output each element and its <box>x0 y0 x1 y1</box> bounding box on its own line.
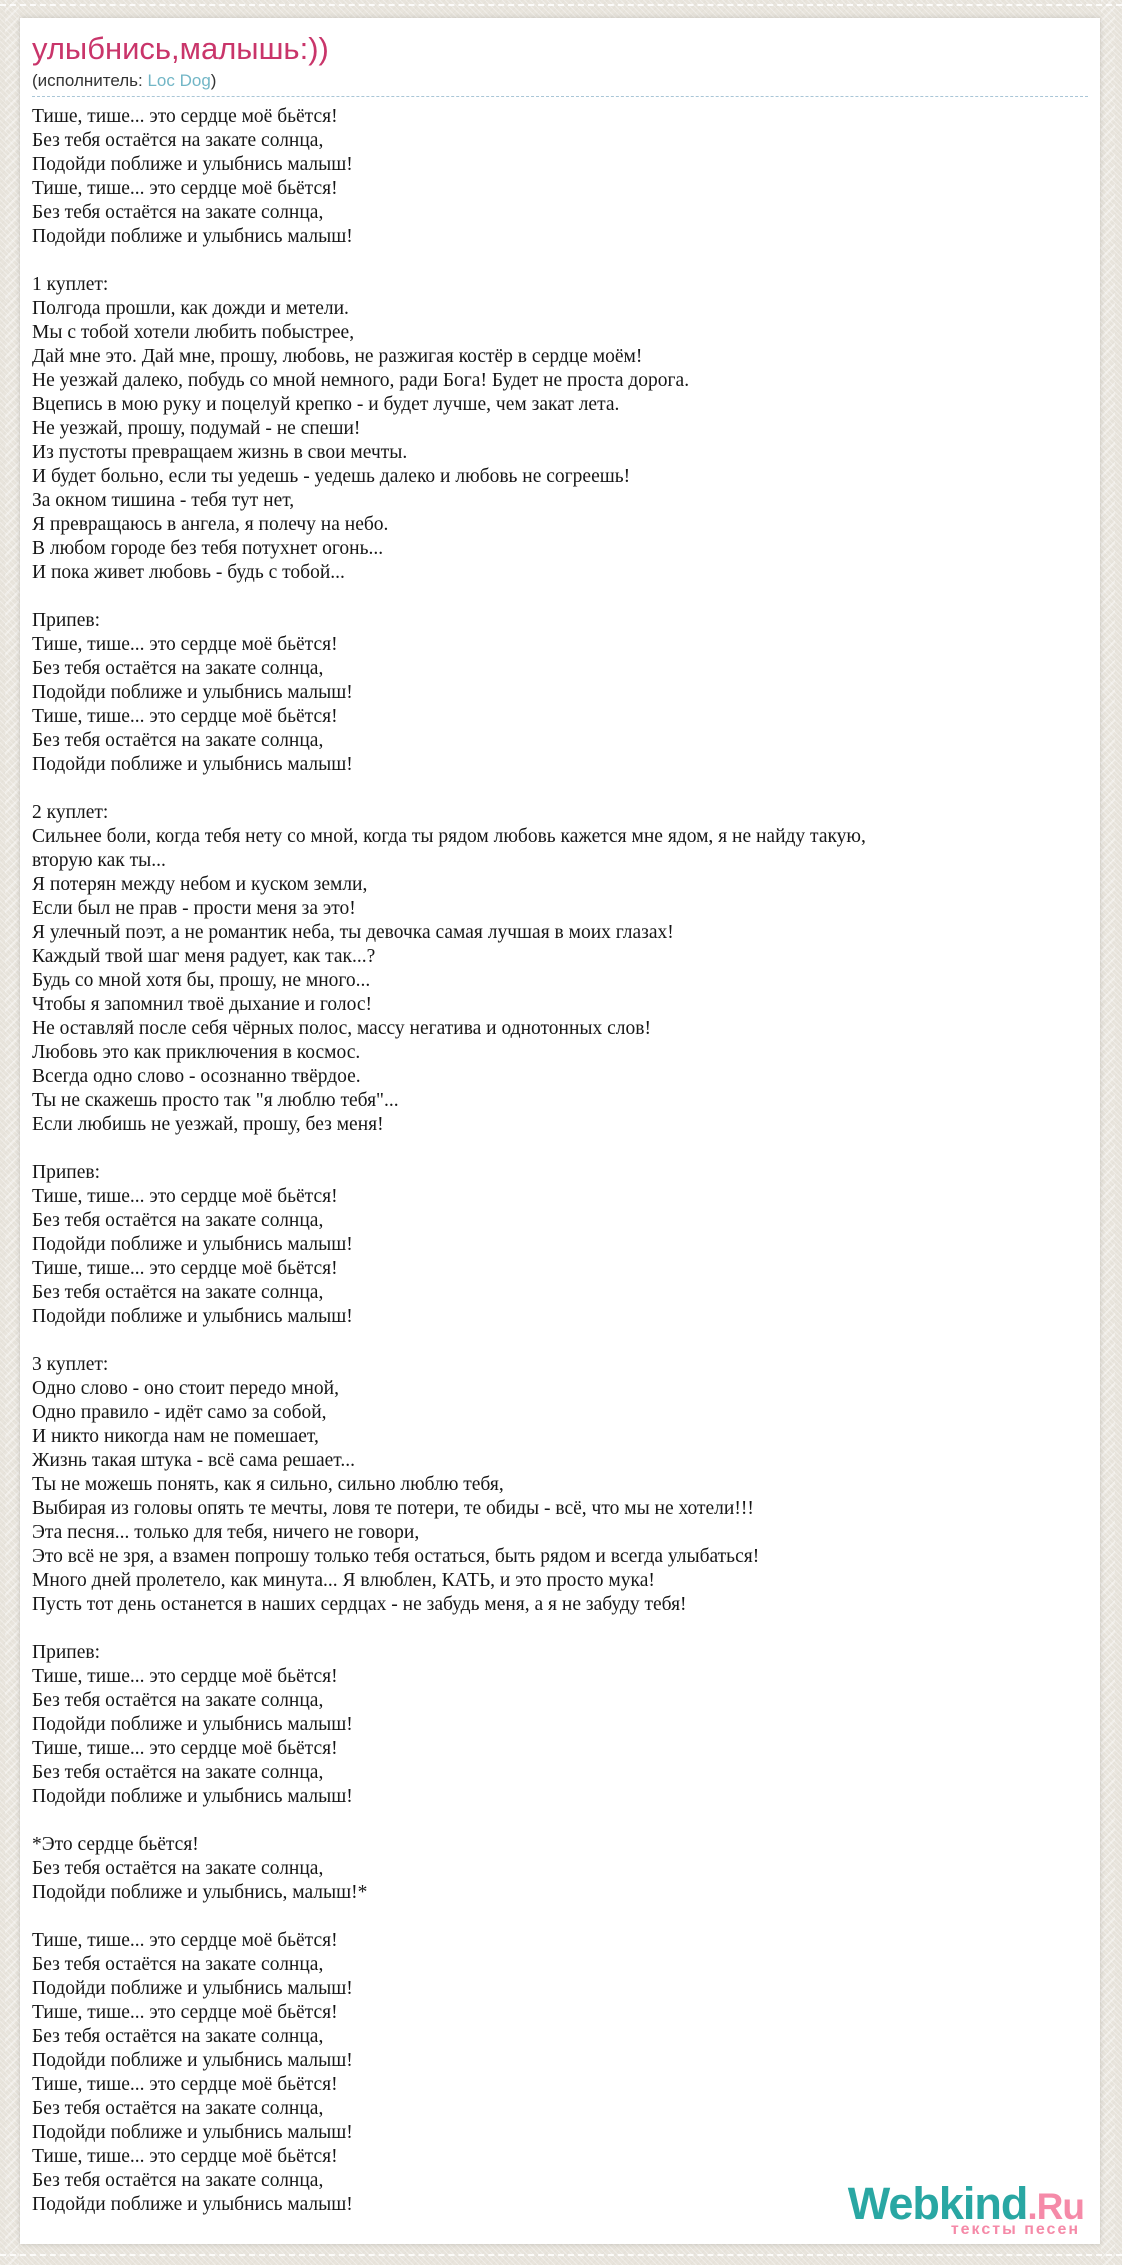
lyric-line: Всегда одно слово - осознанно твёрдое. <box>32 1066 361 1087</box>
lyric-line: В любом городе без тебя потухнет огонь... <box>32 538 384 559</box>
lyric-line: Я превращаюсь в ангела, я полечу на небо. <box>32 514 389 535</box>
lyric-line: Тише, тише... это сердце моё бьётся! <box>32 2074 338 2095</box>
lyric-line: За окном тишина - тебя тут нет, <box>32 490 295 511</box>
artist-label: (исполнитель: <box>32 71 148 90</box>
logo-tagline: тексты песен <box>950 2221 1080 2238</box>
lyric-line: Подойди поближе и улыбнись, малыш!* <box>32 1882 368 1903</box>
dashed-separator <box>32 96 1088 97</box>
lyric-line: Эта песня... только для тебя, ничего не говори, <box>32 1522 420 1543</box>
lyric-line: Ты не можешь понять, как я сильно, сильно люблю тебя, <box>32 1474 504 1495</box>
lyric-line: Без тебя остаётся на закате солнца, <box>32 1690 324 1711</box>
lyric-line: Без тебя остаётся на закате солнца, <box>32 2170 324 2191</box>
lyric-line: Припев: <box>32 1642 100 1663</box>
lyric-line: Подойди поближе и улыбнись малыш! <box>32 2194 353 2215</box>
lyric-line: И будет больно, если ты уедешь - уедешь далеко и любовь не согреешь! <box>32 466 631 487</box>
lyric-line: Чтобы я запомнил твоё дыхание и голос! <box>32 994 373 1015</box>
lyric-line: *Это сердце бьётся! <box>32 1834 199 1855</box>
lyric-line: Я улечный поэт, а не романтик неба, ты девочка самая лучшая в моих глазах! <box>32 922 674 943</box>
lyric-line: И пока живет любовь - будь с тобой... <box>32 562 345 583</box>
lyric-line: Подойди поближе и улыбнись малыш! <box>32 1786 353 1807</box>
lyric-line: Тише, тише... это сердце моё бьётся! <box>32 1930 338 1951</box>
lyric-line: Каждый твой шаг меня радует, как так...? <box>32 946 376 967</box>
lyric-line: Тише, тише... это сердце моё бьётся! <box>32 2002 338 2023</box>
lyric-line: Тише, тише... это сердце моё бьётся! <box>32 2146 338 2167</box>
lyric-line: Не уезжай далеко, побудь со мной немного, ради Бога! Будет не проста дорога. <box>32 370 690 391</box>
lyric-line: Полгода прошли, как дожди и метели. <box>32 298 349 319</box>
lyric-block <box>32 1929 1088 2217</box>
lyric-line: Мы с тобой хотели любить побыстрее, <box>32 322 355 343</box>
lyric-line: Я потерян между небом и куском земли, <box>32 874 368 895</box>
lyric-line: Без тебя остаётся на закате солнца, <box>32 1858 324 1879</box>
lyric-line: Подойди поближе и улыбнись малыш! <box>32 1234 353 1255</box>
lyric-line: Если любишь не уезжай, прошу, без меня! <box>32 1114 384 1135</box>
lyric-line: Без тебя остаётся на закате солнца, <box>32 1762 324 1783</box>
lyric-line: Тише, тише... это сердце моё бьётся! <box>32 634 338 655</box>
left-torn-edge <box>5 0 19 2265</box>
lyric-line: Одно слово - оно стоит передо мной, <box>32 1378 339 1399</box>
right-torn-edge <box>1101 0 1115 2265</box>
lyric-block <box>32 1161 1088 1329</box>
logo-suffix-text: .Ru <box>1027 2186 1084 2227</box>
lyric-block <box>32 1833 1088 1905</box>
lyric-line: Без тебя остаётся на закате солнца, <box>32 730 324 751</box>
lyric-line: Подойди поближе и улыбнись малыш! <box>32 754 353 775</box>
lyric-line: Дай мне это. Дай мне, прошу, любовь, не разжигая костёр в сердце моём! <box>32 346 643 367</box>
lyric-line: Подойди поближе и улыбнись малыш! <box>32 682 353 703</box>
lyric-line: Из пустоты превращаем жизнь в свои мечты. <box>32 442 408 463</box>
lyric-line: Припев: <box>32 610 100 631</box>
lyric-line: 3 куплет: <box>32 1354 109 1375</box>
lyric-line: Без тебя остаётся на закате солнца, <box>32 202 324 223</box>
lyric-line: Выбирая из головы опять те мечты, ловя те потери, те обиды - всё, что мы не хотели!!! <box>32 1498 754 1519</box>
lyric-line: Тише, тише... это сердце моё бьётся! <box>32 106 338 127</box>
lyric-line: Подойди поближе и улыбнись малыш! <box>32 1978 353 1999</box>
lyric-line: Без тебя остаётся на закате солнца, <box>32 658 324 679</box>
logo-main-text: Webkind <box>847 2178 1028 2229</box>
webkind-logo[interactable] <box>847 2178 1084 2238</box>
lyric-line: вторую как ты... <box>32 850 166 871</box>
lyric-block <box>32 801 1088 1137</box>
lyric-line: Подойди поближе и улыбнись малыш! <box>32 226 353 247</box>
lyric-line: Любовь это как приключения в космос. <box>32 1042 361 1063</box>
lyric-line: Без тебя остаётся на закате солнца, <box>32 1954 324 1975</box>
lyrics-card <box>20 18 1100 2244</box>
artist-link[interactable]: Loc Dog <box>147 71 211 90</box>
lyric-block <box>32 105 1088 249</box>
lyric-line: Тише, тише... это сердце моё бьётся! <box>32 1186 338 1207</box>
lyric-line: Много дней пролетело, как минута... Я влюблен, КАТЬ, и это просто мука! <box>32 1570 655 1591</box>
lyric-line: Пусть тот день останется в наших сердцах - не забудь меня, а я не забуду тебя! <box>32 1594 687 1615</box>
lyric-line: Сильнее боли, когда тебя нету со мной, когда ты рядом любовь кажется мне ядом, я не найду такую, <box>32 826 866 847</box>
lyric-line: Без тебя остаётся на закате солнца, <box>32 1282 324 1303</box>
lyric-line: Вцепись в мою руку и поцелуй крепко - и будет лучше, чем закат лета. <box>32 394 620 415</box>
lyric-line: Подойди поближе и улыбнись малыш! <box>32 1306 353 1327</box>
lyric-line: 2 куплет: <box>32 802 109 823</box>
webkind-logo-text <box>847 2178 1084 2229</box>
lyric-line: Без тебя остаётся на закате солнца, <box>32 1210 324 1231</box>
bottom-stitch-line <box>0 2254 1122 2256</box>
lyric-line: Подойди поближе и улыбнись малыш! <box>32 154 353 175</box>
artist-label-close: ) <box>210 71 217 90</box>
lyric-line: Тише, тише... это сердце моё бьётся! <box>32 1258 338 1279</box>
lyric-line: Будь со мной хотя бы, прошу, не много... <box>32 970 371 991</box>
lyric-line: Тише, тише... это сердце моё бьётся! <box>32 1738 338 1759</box>
top-stitch-line <box>0 4 1122 6</box>
lyric-block <box>32 273 1088 585</box>
lyric-block <box>32 1641 1088 1809</box>
lyric-line: Подойди поближе и улыбнись малыш! <box>32 2050 353 2071</box>
lyric-line: Одно правило - идёт само за собой, <box>32 1402 327 1423</box>
lyric-line: Без тебя остаётся на закате солнца, <box>32 2026 324 2047</box>
lyric-line: 1 куплет: <box>32 274 109 295</box>
artist-line <box>32 71 1088 91</box>
lyric-line: Если был не прав - прости меня за это! <box>32 898 356 919</box>
lyric-block <box>32 609 1088 777</box>
lyrics <box>32 105 1088 2217</box>
lyric-line: Тише, тише... это сердце моё бьётся! <box>32 706 338 727</box>
lyric-block <box>32 1353 1088 1617</box>
lyric-line: Без тебя остаётся на закате солнца, <box>32 130 324 151</box>
lyric-line: Припев: <box>32 1162 100 1183</box>
lyric-line: Без тебя остаётся на закате солнца, <box>32 2098 324 2119</box>
lyric-line: Не оставляй после себя чёрных полос, массу негатива и однотонных слов! <box>32 1018 651 1039</box>
lyric-line: Тише, тише... это сердце моё бьётся! <box>32 1666 338 1687</box>
lyric-line: Ты не скажешь просто так "я люблю тебя"... <box>32 1090 399 1111</box>
lyric-line: Подойди поближе и улыбнись малыш! <box>32 2122 353 2143</box>
lyric-line: Не уезжай, прошу, подумай - не спеши! <box>32 418 361 439</box>
lyric-line: И никто никогда нам не помешает, <box>32 1426 319 1447</box>
song-title: улыбнись,малышь:)) <box>32 31 329 66</box>
lyric-line: Это всё не зря, а взамен попрошу только тебя остаться, быть рядом и всегда улыбаться! <box>32 1546 760 1567</box>
lyric-line: Тише, тише... это сердце моё бьётся! <box>32 178 338 199</box>
lyric-line: Жизнь такая штука - всё сама решает... <box>32 1450 355 1471</box>
lyric-line: Подойди поближе и улыбнись малыш! <box>32 1714 353 1735</box>
